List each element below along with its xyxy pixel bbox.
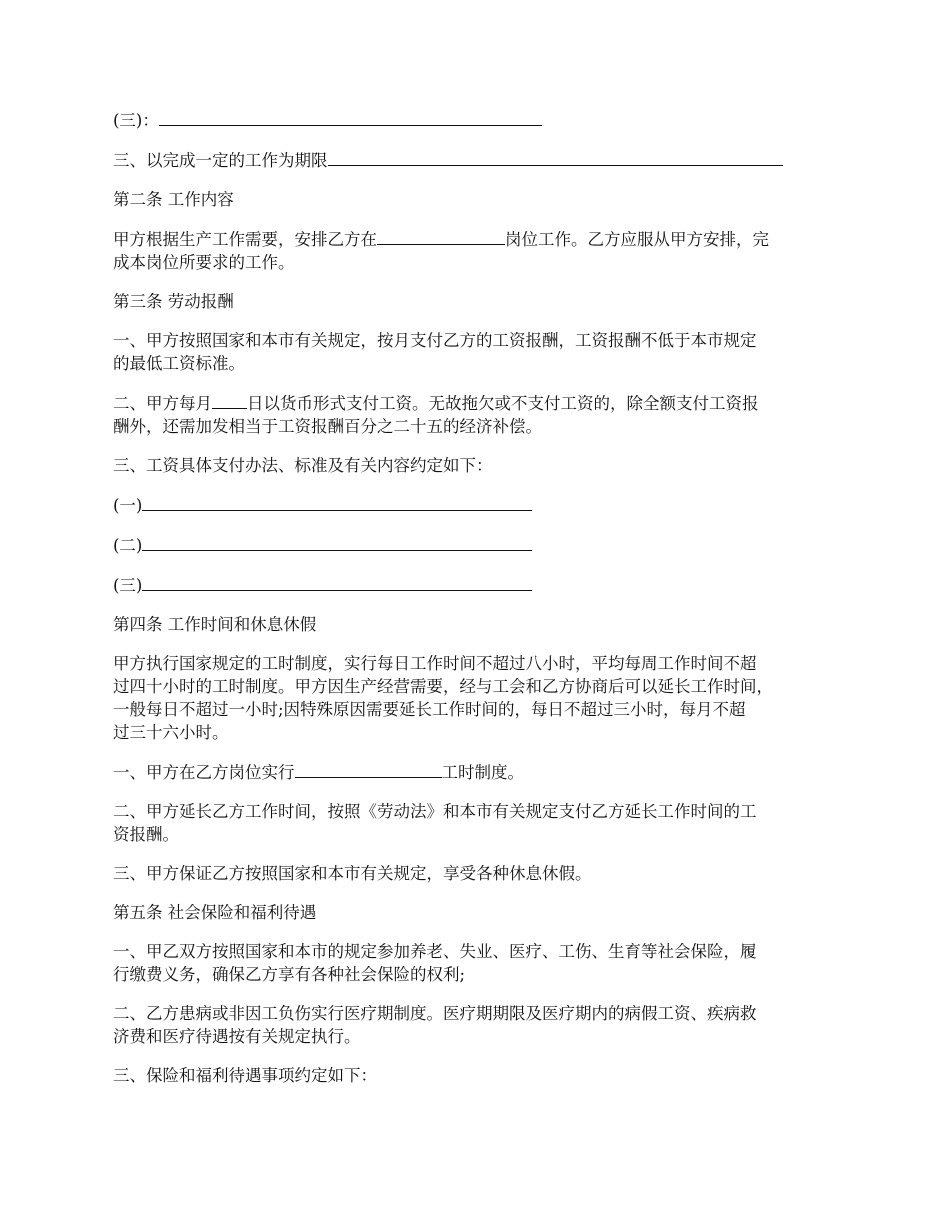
clause-text: 工时制度。 xyxy=(441,763,524,782)
clause-text: 二、甲方每月 xyxy=(113,394,212,413)
clause-line: 一般每日不超过一小时;因特殊原因需要延长工作时间的，每日不超过三小时，每月不超 xyxy=(113,700,746,719)
fill-in-blank[interactable] xyxy=(142,533,532,551)
item-3-fill-line xyxy=(113,108,843,132)
clause-text: 日以货币形式支付工资。无故拖欠或不支付工资的，除全额支付工资报 xyxy=(247,394,759,413)
item-label: (三) xyxy=(113,576,143,595)
wage-item-3 xyxy=(113,573,843,597)
fill-in-blank[interactable] xyxy=(328,148,783,166)
clause-line: 酬外，还需加发相当于工资报酬百分之二十五的经济补偿。 xyxy=(113,417,542,436)
clause-line: 甲方执行国家规定的工时制度，实行每日工作时间不超过八小时，平均每周工作时间不超 xyxy=(113,654,757,673)
clause-line: 成本岗位所要求的工作。 xyxy=(113,253,295,272)
item-label: (一) xyxy=(113,496,143,515)
overtime-pay-clause xyxy=(113,800,843,846)
clause-line: 济费和医疗待遇按有关规定执行。 xyxy=(113,1027,361,1046)
article-2-heading: 第二条 工作内容 xyxy=(113,190,234,209)
rest-leave-clause: 三、甲方保证乙方按照国家和本市有关规定，享受各种休息休假。 xyxy=(113,864,592,883)
clause-line: 一、甲乙双方按照国家和本市的规定参加养老、失业、医疗、工伤、生育等社会保险，履 xyxy=(113,942,757,961)
clause-line: 的最低工资标准。 xyxy=(113,354,245,373)
clause-line xyxy=(113,227,843,251)
working-hours-clause xyxy=(113,652,843,744)
clause-line: 资报酬。 xyxy=(113,825,179,844)
clause-line xyxy=(113,391,843,415)
medical-period-clause xyxy=(113,1002,843,1048)
item-label: (三)： xyxy=(113,111,159,130)
hours-system-blank[interactable] xyxy=(295,760,442,778)
fill-in-blank[interactable] xyxy=(159,108,542,126)
wage-details-clause: 三、工资具体支付办法、标准及有关内容约定如下： xyxy=(113,456,493,475)
payday-blank[interactable] xyxy=(212,391,247,409)
position-blank[interactable] xyxy=(377,227,505,245)
clause-text: 一、甲方在乙方岗位实行 xyxy=(113,763,295,782)
term-by-task-clause xyxy=(113,148,843,172)
benefits-agreement-clause: 三、保险和福利待遇事项约定如下： xyxy=(113,1066,377,1085)
article-5-heading: 第五条 社会保险和福利待遇 xyxy=(113,903,317,922)
clause-line: 二、甲方延长乙方工作时间，按照《劳动法》和本市有关规定支付乙方延长工作时间的工 xyxy=(113,802,757,821)
clause-line: 过三十六小时。 xyxy=(113,723,229,742)
clause-text: 岗位工作。乙方应服从甲方安排，完 xyxy=(505,230,769,249)
wage-item-1 xyxy=(113,493,843,517)
clause-text: 甲方根据生产工作需要，安排乙方在 xyxy=(113,230,377,249)
item-label: (二) xyxy=(113,536,143,555)
clause-line: 行缴费义务，确保乙方享有各种社会保险的权利; xyxy=(113,965,466,984)
clause-line: 过四十小时的工时制度。甲方因生产经营需要，经与工会和乙方协商后可以延长工作时间， xyxy=(113,677,773,696)
clause-text: 三、以完成一定的工作为期限 xyxy=(113,151,328,170)
wage-item-2 xyxy=(113,533,843,557)
fill-in-blank[interactable] xyxy=(142,493,532,511)
fill-in-blank[interactable] xyxy=(142,573,532,591)
payday-clause xyxy=(113,391,843,438)
wage-standard-clause xyxy=(113,329,843,375)
article-4-heading: 第四条 工作时间和休息休假 xyxy=(113,615,317,634)
hours-system-clause xyxy=(113,760,843,784)
job-content-clause xyxy=(113,227,843,274)
clause-line: 二、乙方患病或非因工负伤实行医疗期制度。医疗期期限及医疗期内的病假工资、疾病救 xyxy=(113,1004,757,1023)
clause-line: 一、甲方按照国家和本市有关规定，按月支付乙方的工资报酬，工资报酬不低于本市规定 xyxy=(113,331,757,350)
contract-page xyxy=(113,108,843,1103)
social-insurance-clause xyxy=(113,940,843,986)
article-3-heading: 第三条 劳动报酬 xyxy=(113,292,234,311)
